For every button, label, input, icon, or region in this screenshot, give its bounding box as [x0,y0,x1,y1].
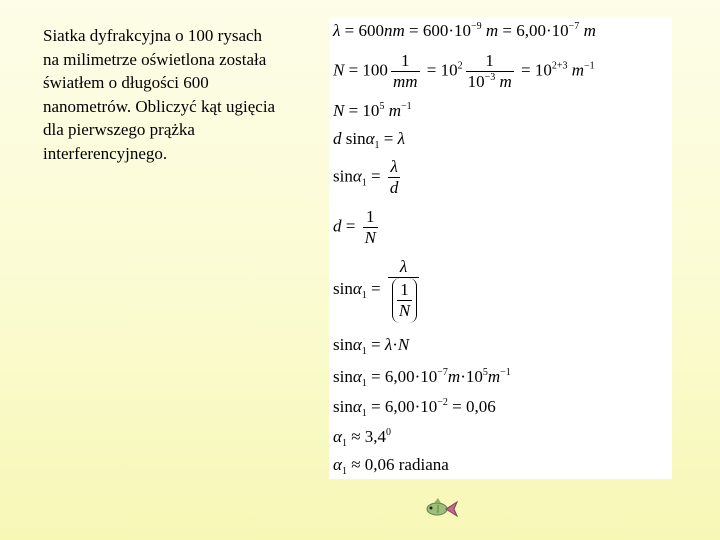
eq-text: sin [333,335,353,354]
denominator [466,71,514,92]
lambda-symbol: λ [397,129,405,148]
exponent: −1 [400,101,412,112]
equation-wavelength [333,21,596,41]
eq-text: 10 [467,72,485,91]
eq-text: = 600 [340,21,384,40]
problem-statement: Siatka dyfrakcyjna o 100 rysach na milimetrze oświetlona została światłem o długości 600 nanometrów. Obliczyć kąt ugięcia dla pierwszego prążka interferencyjnego. [43,26,276,163]
subscript: 1 [361,408,367,419]
n-symbol: N [397,335,410,354]
numerator: 1 [400,280,409,299]
numerator: λ [390,157,398,176]
eq-text: = 6,00·10 [498,21,569,40]
denominator: N [398,301,411,320]
unit-m: m [384,101,401,120]
eq-text: = 6,00·10 [366,397,438,416]
exponent: −1 [584,60,595,72]
equation-sin-result [333,397,496,417]
exponent: −1 [500,367,511,378]
d-symbol: d [333,129,342,148]
exponent: −3 [484,72,496,83]
solution-panel [329,17,672,479]
equation-sin-numeric [333,367,511,387]
n-symbol: N [333,60,345,80]
eq-text: sin [333,367,353,386]
unit-m: m [487,367,501,386]
alpha-symbol: α [352,335,362,354]
fraction [466,51,514,92]
subscript: 1 [374,140,380,151]
n-symbol: N [333,101,345,120]
denominator: N [364,228,376,247]
unit-m: m [481,21,499,40]
eq-text: sin [333,397,353,416]
alpha-symbol: α [365,129,375,148]
fraction [388,157,401,198]
fraction [388,257,419,323]
equation-angle-radians [333,455,449,475]
equation-lines-density [333,51,595,92]
subscript: 1 [361,177,367,189]
alpha-symbol: α [333,427,342,446]
fish-icon[interactable] [424,497,460,526]
numerator: λ [399,257,408,276]
equation-grating [333,129,405,149]
eq-text: = [366,278,385,298]
exponent: −9 [471,21,482,32]
equation-d-definition [333,207,381,248]
eq-text: = 600·10 [404,21,471,40]
eq-text: = [366,335,385,354]
unit-m: m [579,21,596,40]
exponent: −7 [437,367,448,378]
equation-n-value [333,101,412,121]
unit-m: m [567,60,585,80]
subscript: 1 [361,289,367,301]
fish-icon-graphic [424,497,460,521]
eq-text: sin [341,129,366,148]
eq-text: = [341,216,360,236]
lambda-symbol: λ [333,21,341,40]
parenthesized-fraction [392,278,417,323]
eq-text: = 10 [516,60,552,80]
fraction [391,51,420,92]
fraction [363,207,378,248]
exponent: −7 [568,21,580,32]
eq-text: · [392,335,398,354]
exponent: 2+3 [551,60,568,72]
alpha-symbol: α [352,367,362,386]
unit-nm: nm [383,21,405,40]
eq-text: = [379,129,398,148]
alpha-symbol: α [352,397,362,416]
exponent: 5 [482,367,488,378]
d-symbol: d [333,216,342,236]
equation-sin-substituted [333,257,422,323]
exponent: 5 [379,101,385,112]
eq-text: sin [333,166,353,186]
equation-angle-degrees [333,427,391,447]
equation-sin-lambda-n [333,335,409,355]
denominator [388,277,419,323]
numerator: 1 [485,51,494,70]
eq-text: ≈ 3,4 [346,427,387,446]
eq-text: ≈ 0,06 radiana [346,455,449,474]
alpha-symbol: α [352,166,362,186]
denominator: mm [392,72,418,91]
numerator: 1 [366,207,375,226]
subscript: 1 [361,346,367,357]
subscript: 1 [341,438,347,449]
eq-text: = [366,166,385,186]
exponent: 2 [457,60,463,72]
eq-text: sin [333,278,353,298]
fraction [397,280,412,321]
subscript: 1 [361,378,367,389]
alpha-symbol: α [352,278,362,298]
alpha-symbol: α [333,455,342,474]
denominator: d [389,178,399,197]
exponent: 0 [386,427,392,438]
eq-text: ·10 [460,367,483,386]
eq-text: = 0,06 [447,397,496,416]
eq-text: = 6,00·10 [366,367,438,386]
unit-m: m [447,367,461,386]
equation-sin-lambda-d [333,157,403,198]
eq-text: = 100 [344,60,388,80]
eq-text: = 10 [344,101,380,120]
exponent: −2 [437,397,448,408]
subscript: 1 [341,466,347,477]
unit-m: m [495,72,512,91]
eq-text: = 10 [422,60,458,80]
lambda-symbol: λ [384,335,393,354]
numerator: 1 [400,51,410,70]
